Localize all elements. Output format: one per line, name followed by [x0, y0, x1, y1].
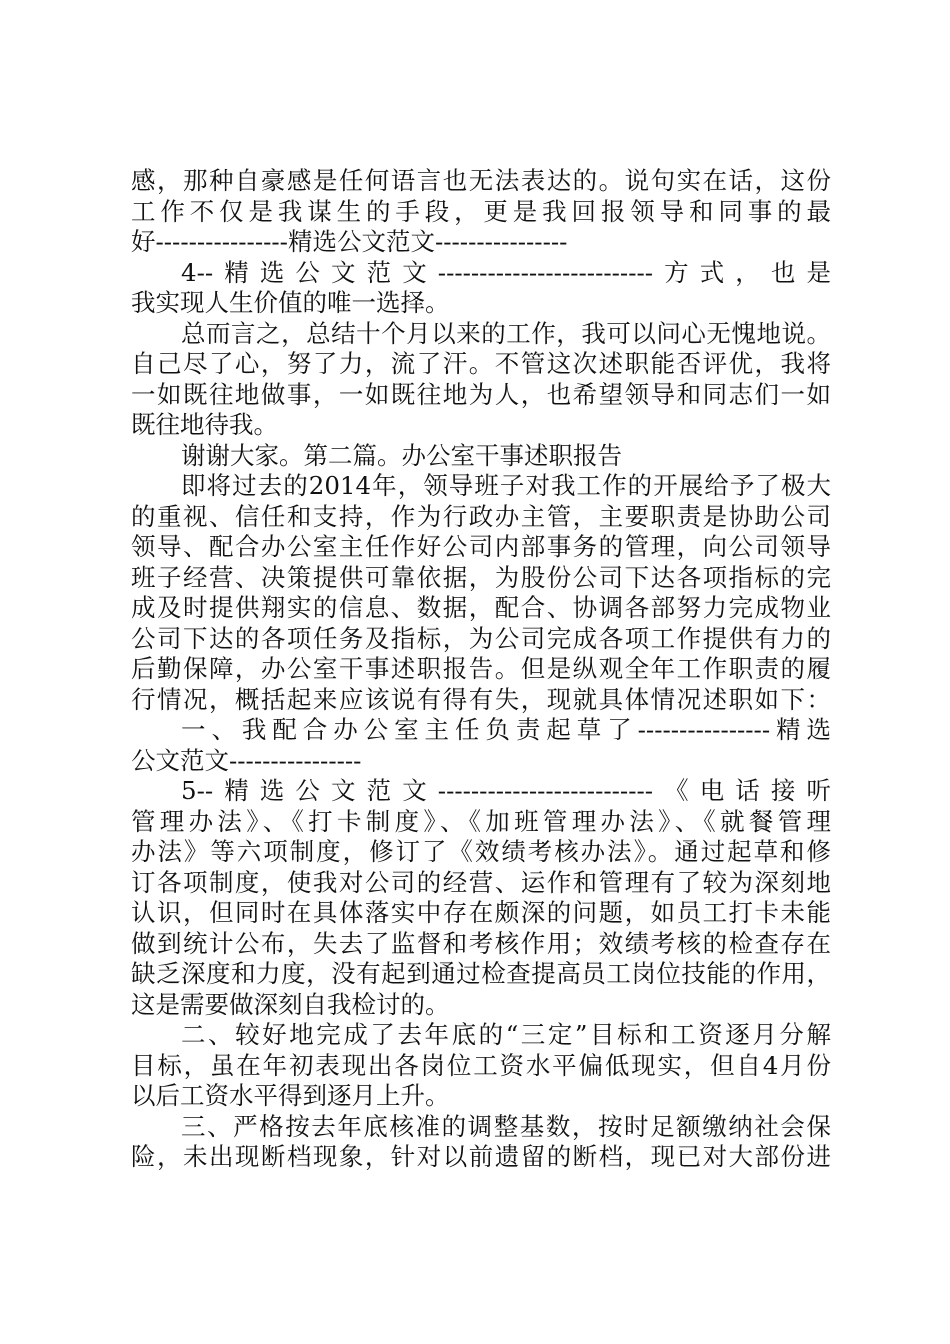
text-line: 谢谢大家。第二篇。办公室干事述职报告	[181, 440, 622, 470]
text-line: 缺乏深度和力度，没有起到通过检查提高员工岗位技能的作用，	[131, 959, 831, 988]
document-page	[131, 166, 831, 1173]
text-line: 班子经营、决策提供可靠依据，为股份公司下达各项指标的完	[131, 562, 831, 592]
text-line: 订各项制度，使我对公司的经营、运作和管理有了较为深刻地	[131, 867, 831, 897]
text-line: 总而言之，总结十个月以来的工作，我可以问心无愧地说。	[181, 318, 831, 348]
text-line: 自己尽了心，努了力，流了汗。不管这次述职能否评优，我将	[131, 349, 831, 378]
text-line: 工作不仅是我谋生的手段，更是我回报领导和同事的最	[131, 196, 831, 226]
text-line: 二、较好地完成了去年底的“三定”目标和工资逐月分解	[181, 1020, 831, 1049]
text-line: 做到统计公布，失去了监督和考核作用；效绩考核的检查存在	[131, 928, 831, 958]
text-line: 行情况，概括起来应该说有得有失，现就具体情况述职如下：	[131, 684, 831, 714]
text-line: 一、我配合办公室主任负责起草了----------------精选	[181, 715, 831, 744]
text-line: 好----------------精选公文范文----------------	[131, 227, 568, 256]
text-line: 险，未出现断档现象，针对以前遗留的断档，现已对大部份进	[131, 1142, 831, 1171]
text-line: 感，那种自豪感是任何语言也无法表达的。说句实在话，这份	[131, 166, 831, 195]
text-line: 公文范文----------------	[131, 745, 362, 775]
text-line: 领导、配合办公室主任作好公司内部事务的管理，向公司领导	[131, 532, 831, 561]
text-line: 即将过去的2014年，领导班子对我工作的开展给予了极大	[181, 471, 831, 500]
text-line: 后勤保障，办公室干事述职报告。但是纵观全年工作职责的履	[131, 654, 831, 683]
text-line: 办法》等六项制度，修订了《效绩考核办法》。通过起草和修	[131, 837, 831, 866]
text-line: 这是需要做深刻自我检讨的。	[131, 989, 450, 1019]
text-line: 公司下达的各项任务及指标，为公司完成各项工作提供有力的	[131, 623, 831, 653]
text-line: 我实现人生价值的唯一选择。	[131, 288, 450, 317]
text-line: 目标，虽在年初表现出各岗位工资水平偏低现实，但自4月份	[131, 1050, 831, 1080]
text-line: 成及时提供翔实的信息、数据，配合、协调各部努力完成物业	[131, 593, 831, 622]
text-line: 既往地待我。	[131, 410, 278, 439]
text-line: 5--精选公文范文--------------------------《电话接听	[181, 776, 831, 805]
text-line: 三、严格按去年底核准的调整基数，按时足额缴纳社会保	[181, 1111, 831, 1141]
text-line: 认识，但同时在具体落实中存在颇深的问题，如员工打卡未能	[131, 898, 831, 927]
text-line: 以后工资水平得到逐月上升。	[131, 1081, 450, 1110]
text-line: 管理办法》、《打卡制度》、《加班管理办法》、《就餐管理	[131, 806, 831, 836]
text-line: 一如既往地做事，一如既往地为人，也希望领导和同志们一如	[131, 379, 831, 409]
text-line: 的重视、信任和支持，作为行政办主管，主要职责是协助公司	[131, 501, 831, 531]
text-line: 4--精选公文范文--------------------------方式，也是	[181, 257, 831, 287]
